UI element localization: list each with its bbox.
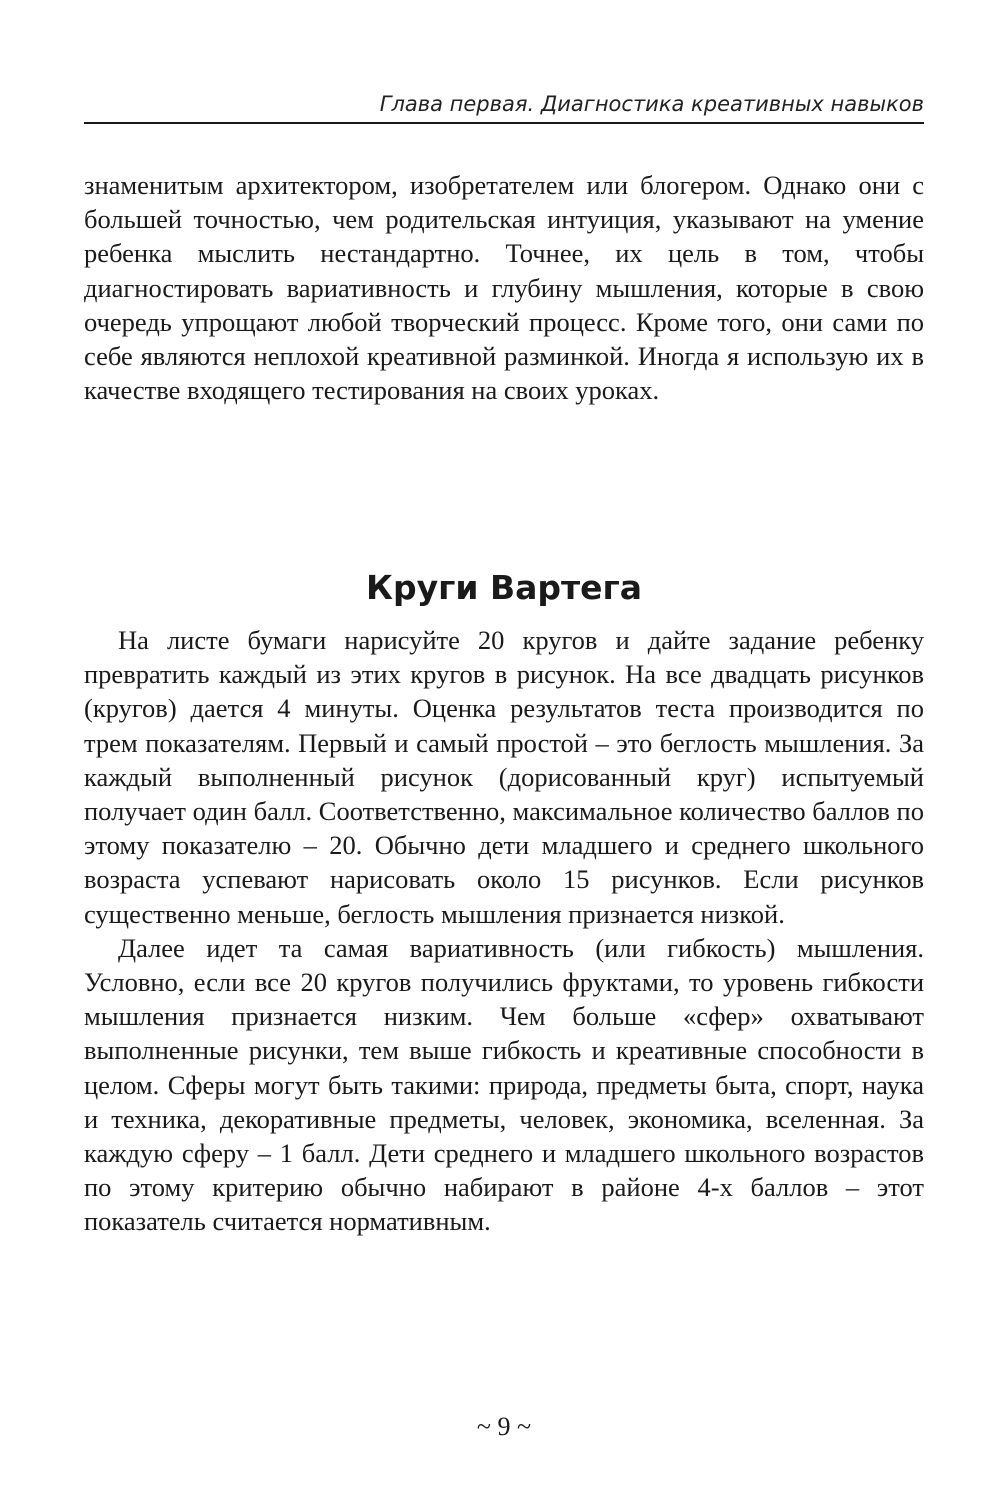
paragraph: На листе бумаги нарисуйте 20 кругов и дайте задание ребенку превратить каждый из этих кругов в рисунок. На все двадцать рисунков (кругов) дается 4 минуты. Оценка результатов теста производится по трем показателям. Первый и самый простой – это беглость мышления. За каждый выполненный рисунок (дорисованный круг) испытуемый получает один балл. Соответственно, максимальное количество баллов по этому показателю – 20. Обычно дети младшего и среднего школьного возраста успевают нарисовать около 15 рисунков. Если рисунков существенно меньше, беглость мышления признается низкой. <box>84 625 924 929</box>
running-head: Глава первая. Диагностика креативных навыков <box>84 90 924 124</box>
section-body <box>84 623 924 1239</box>
paragraph: знаменитым архитектором, изобретателем или блогером. Однако они с большей точностью, чем родительская интуиция, указывают на умение ребенка мыслить нестандартно. Точнее, их цель в том, чтобы диагностировать вариативность и глубину мышления, которые в свою очередь упрощают любой творческий процесс. Кроме того, они сами по себе являются неплохой креативной разминкой. Иногда я использую их в качестве входящего тестирования на своих уроках. <box>84 170 924 406</box>
page-number: ~ 9 ~ <box>476 1412 532 1441</box>
paragraph: Далее идет та самая вариативность (или гибкость) мышления. Условно, если все 20 кругов получились фруктами, то уровень гибкости мышления признается низким. Чем больше «сфер» охватывают выполненные рисунки, тем выше гибкость и креативные способности в целом. Сферы могут быть такими: природа, предметы быта, спорт, наука и техника, декоративные предметы, человек, экономика, вселенная. За каждую сферу – 1 балл. Дети среднего и младшего школьного возрастов по этому критерию обычно набирают в районе 4-х баллов – этот показатель считается нормативным. <box>84 932 924 1237</box>
intro-text <box>84 168 924 407</box>
section-title: Круги Вартега <box>365 568 643 608</box>
